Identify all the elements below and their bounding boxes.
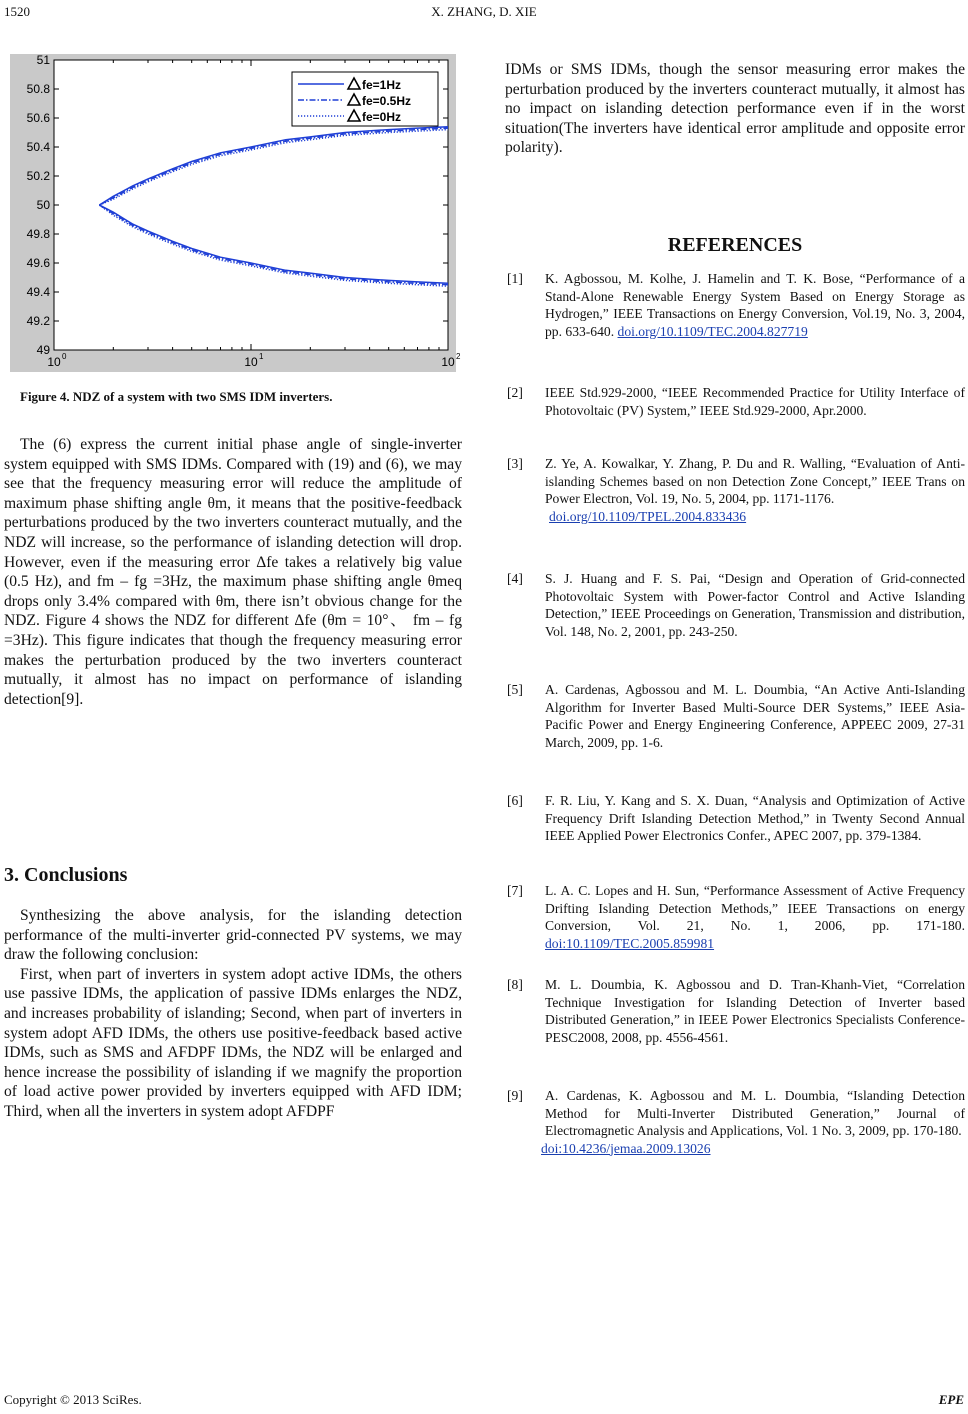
reference-number: [2]: [507, 385, 523, 400]
x-tick-exponent: 2: [456, 352, 461, 361]
reference-text: IEEE Std.929-2000, “IEEE Recommended Practice for Utility Interface of Photovoltaic (PV) System,” IEEE Std.929-2000, Apr.2000.: [545, 385, 965, 418]
page-number: 1520: [4, 4, 30, 19]
reference-item: [507, 882, 965, 952]
legend-label: fe=0.5Hz: [362, 94, 412, 108]
reference-text: K. Agbossou, M. Kolhe, J. Hamelin and T. K. Bose, “Performance of a Stand-Alone Renewable Energy System Based on Energy Storage as Hydrogen,” IEEE Transactions on Energy Conversion, Vol.19, No. 3, 2004, pp. 633-640.: [545, 271, 965, 339]
x-tick-label: 10: [47, 355, 61, 369]
references-heading: REFERENCES: [667, 234, 803, 256]
y-tick-label: 49.4: [26, 285, 50, 299]
doi-link[interactable]: doi:10.1109/TEC.2005.859981: [545, 935, 715, 951]
reference-number: [7]: [507, 883, 523, 898]
y-tick-label: 51: [36, 53, 50, 67]
x-tick-label: 10: [441, 355, 455, 369]
y-tick-label: 49.2: [26, 314, 50, 328]
y-tick-label: 50.4: [26, 140, 50, 154]
copyright: Copyright © 2013 SciRes.: [4, 1392, 142, 1407]
legend-label: fe=0Hz: [362, 110, 402, 124]
reference-number: [4]: [507, 571, 523, 586]
reference-text: Z. Ye, A. Kowalkar, Y. Zhang, P. Du and R. Walling, “Evaluation of Anti-islanding Schemes based on non Detection Zone Concept,” IEEE Trans on Power Electron, Vol. 19, No. 5, 2004, pp. 1171-1176.: [545, 456, 965, 506]
x-tick-exponent: 0: [62, 352, 67, 361]
doi-link[interactable]: doi:10.4236/jemaa.2009.13026: [541, 1140, 711, 1156]
y-tick-label: 50.2: [26, 169, 50, 183]
y-tick-label: 49.6: [26, 256, 50, 270]
figure-caption: Figure 4. NDZ of a system with two SMS IDM inverters.: [20, 389, 333, 404]
reference-item: [507, 570, 965, 640]
paragraph: Synthesizing the above analysis, for the islanding detection performance of the multi-inverter grid-connected PV systems, we may draw the following conclusion:: [4, 907, 462, 964]
doi-link[interactable]: doi.org/10.1109/TEC.2004.827719: [617, 323, 808, 339]
paragraph: First, when part of inverters in system adopt active IDMs, the others use passive IDMs, the application of passive IDMs enlarges the NDZ, and increases probability of islanding; Second, when part of inverters in system adopt AFD IDMs, the others use positive-feedback based active IDMs, such as SMS and AFDPF IDMs, the NDZ will be enlarged and hence increase the possibility of islanding if we magnify the proportion of load active power provided by inverters equipped with AFD IDM; Third, when all the inverters in system adopt AFDPF: [4, 965, 462, 1120]
x-tick-label: 10: [244, 355, 258, 369]
y-tick-label: 49.8: [26, 227, 50, 241]
reference-text: A. Cardenas, Agbossou and M. L. Doumbia, “An Active Anti-Islanding Algorithm for Inverter Based Multi-Source DER Systems,” IEEE Asia-Pacific Power and Energy Engineering Conference, APPEEC 2009, 27-31 March, 2009, pp. 1-6.: [545, 682, 965, 750]
reference-text: A. Cardenas, K. Agbossou and M. L. Doumbia, “Islanding Detection Method for Multi-Inverter Distributed Generation,” Journal of Electromagnetic Analysis and Applications, Vol. 1 No. 3, 2009, pp. 170-180.: [545, 1088, 965, 1138]
reference-text: M. L. Doumbia, K. Agbossou and D. Tran-Khanh-Viet, “Correlation Technique Investigation for Islanding Detection of Inverter based Distributed Generation,” in IEEE Power Electronics Specialists Conference-PESC2008, 2008, pp. 4556-4561.: [545, 977, 965, 1045]
running-head: X. ZHANG, D. XIE: [431, 4, 537, 19]
reference-item: [507, 1087, 965, 1157]
reference-item: [507, 792, 965, 845]
ndz-chart: [10, 53, 461, 372]
left-body: [4, 435, 462, 709]
reference-number: [8]: [507, 977, 523, 992]
reference-number: [1]: [507, 271, 523, 286]
y-tick-label: 50: [36, 198, 50, 212]
reference-text: F. R. Liu, Y. Kang and S. X. Duan, “Analysis and Optimization of Active Frequency Drift Islanding Detection Method,” in Twenty Second Annual IEEE Applied Power Electronics Confer., APEC 2007, pp. 379-1384.: [545, 793, 965, 843]
reference-number: [6]: [507, 793, 523, 808]
conclusions-body: [4, 906, 462, 1122]
reference-item: [507, 384, 965, 419]
reference-number: [9]: [507, 1088, 523, 1103]
doi-link[interactable]: doi.org/10.1109/TPEL.2004.833436: [549, 508, 747, 524]
y-tick-label: 50.8: [26, 82, 50, 96]
reference-number: [3]: [507, 456, 523, 471]
reference-item: [507, 270, 965, 340]
reference-item: [507, 681, 965, 751]
reference-item: [507, 976, 965, 1046]
right-body: [505, 60, 965, 158]
reference-item: [507, 455, 965, 525]
y-tick-label: 50.6: [26, 111, 50, 125]
paragraph: The (6) express the current initial phase angle of single-inverter system equipped with SMS IDMs. Compared with (19) and (6), we may see that the frequency measuring error will reduce the amplitude of maximum phase shifting angle θm, it means that the positive-feedback perturbations produced by the two inverters counteract mutually, and the NDZ will increase, so the performance of islanding detection will drop. However, even if the measuring error Δfe takes a relatively big value (0.5 Hz), and fm – fg =3Hz, the maximum phase shifting angle θmeq drops only 3.4% compared with θm, there isn’t obvious change for the NDZ. Figure 4 shows the NDZ for different Δfe (θm = 10°、 fm – fg =3Hz). This figure indicates that though the frequency measuring error makes the perturbation produced by the two inverters counteract mutually, it almost has no impact on performance of islanding detection[9].: [4, 436, 462, 708]
reference-number: [5]: [507, 682, 523, 697]
reference-text: L. A. C. Lopes and H. Sun, “Performance Assessment of Active Frequency Drifting Islanding Detection Methods,” IEEE Transactions on energy Conversion, Vol. 21, No. 1, 2006, pp. 171-180.: [545, 883, 965, 933]
x-tick-exponent: 1: [259, 352, 264, 361]
conclusions-heading: 3. Conclusions: [4, 864, 128, 886]
legend-label: fe=1Hz: [362, 78, 402, 92]
paragraph: IDMs or SMS IDMs, though the sensor measuring error makes the perturbation produced by the inverters counteract mutually, it almost has no impact on islanding detection performance even if in the worst situation(The inverters have identical error amplitude and opposite error polarity).: [505, 61, 965, 157]
reference-text: S. J. Huang and F. S. Pai, “Design and Operation of Grid-connected Photovoltaic System with Power-factor Control and Active Islanding Detection,” IEEE Proceedings on Generation, Transmission and distribution, Vol. 148, No. 2, 2001, pp. 243-250.: [545, 571, 965, 639]
journal-abbrev: EPE: [938, 1392, 964, 1407]
y-tick-label: 49: [36, 343, 50, 357]
